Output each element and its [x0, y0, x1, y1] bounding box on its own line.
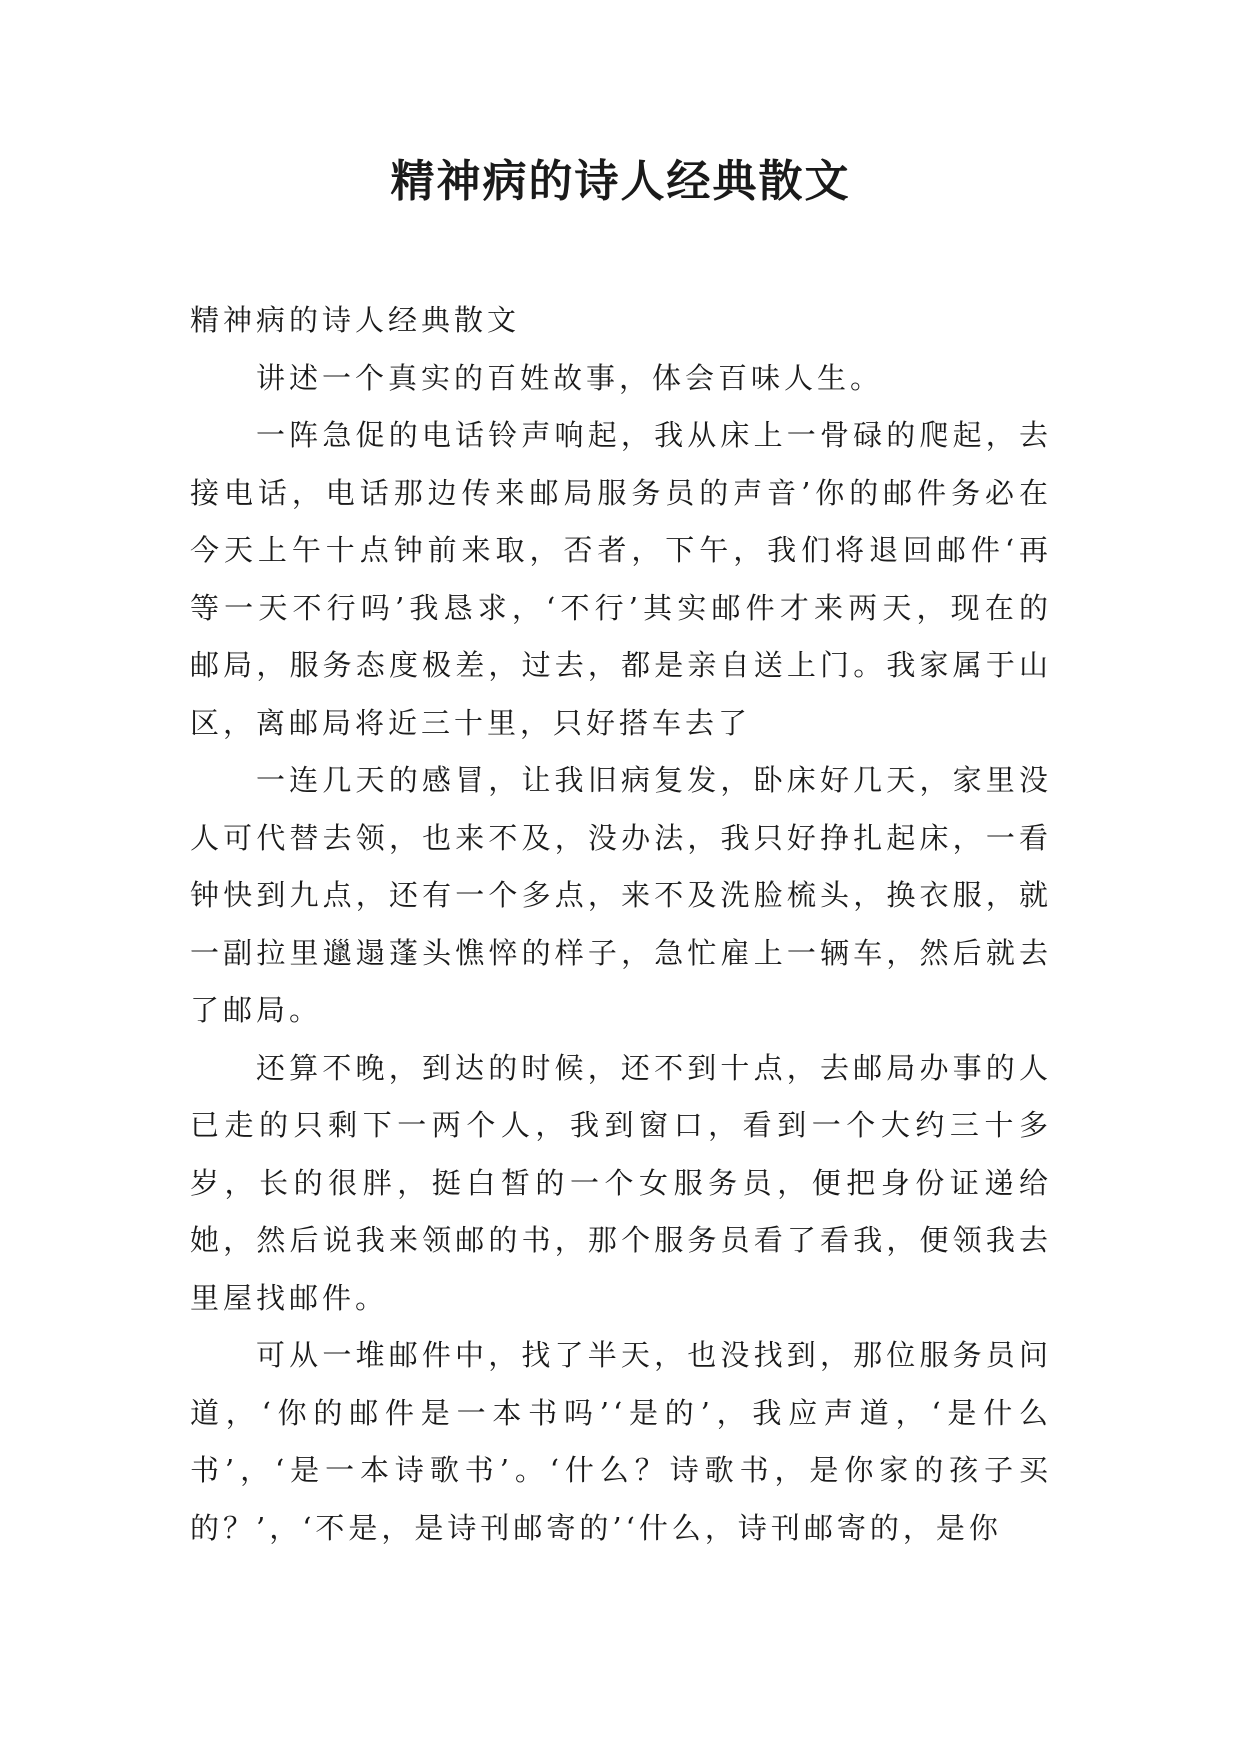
- document-title: 精神病的诗人经典散文: [390, 156, 851, 207]
- paragraph: 讲述一个真实的百姓故事，体会百味人生。: [256, 360, 884, 395]
- document-subtitle: 精神病的诗人经典散文: [190, 303, 521, 337]
- document-body: [190, 292, 1052, 1557]
- paragraph: 还算不晚，到达的时候，还不到十点，去邮局办事的人已走的只剩下一两个人，我到窗口，看到一个大约三十多岁，长的很胖，挺白皙的一个女服务员，便把身份证递给她，然后说我来领邮的书，那个服务员看了看我，便领我去里屋找邮件。: [190, 1050, 1052, 1315]
- paragraph: 一连几天的感冒，让我旧病复发，卧床好几天，家里没人可代替去领，也来不及，没办法，我只好挣扎起床，一看钟快到九点，还有一个多点，来不及洗脸梳头，换衣服，就一副拉里邋遢蓬头憔悴的样子，急忙雇上一辆车，然后就去了邮局。: [190, 763, 1052, 1027]
- paragraph: 可从一堆邮件中，找了半天，也没找到，那位服务员问道，‘你的邮件是一本书吗’‘是的’，我应声道，‘是什么书’，‘是一本诗歌书’。‘什么？诗歌书，是你家的孩子买的？’，‘不是，是诗刊邮寄的’‘什么，诗刊邮寄的，是你: [190, 1338, 1052, 1545]
- paragraph: 一阵急促的电话铃声响起，我从床上一骨碌的爬起，去接电话，电话那边传来邮局服务员的声音’你的邮件务必在今天上午十点钟前来取，否者，下午，我们将退回邮件‘再等一天不行吗’我恳求，‘不行’其实邮件才来两天，现在的邮局，服务态度极差，过去，都是亲自送上门。我家属于山区，离邮局将近三十里，只好搭车去了: [190, 418, 1052, 740]
